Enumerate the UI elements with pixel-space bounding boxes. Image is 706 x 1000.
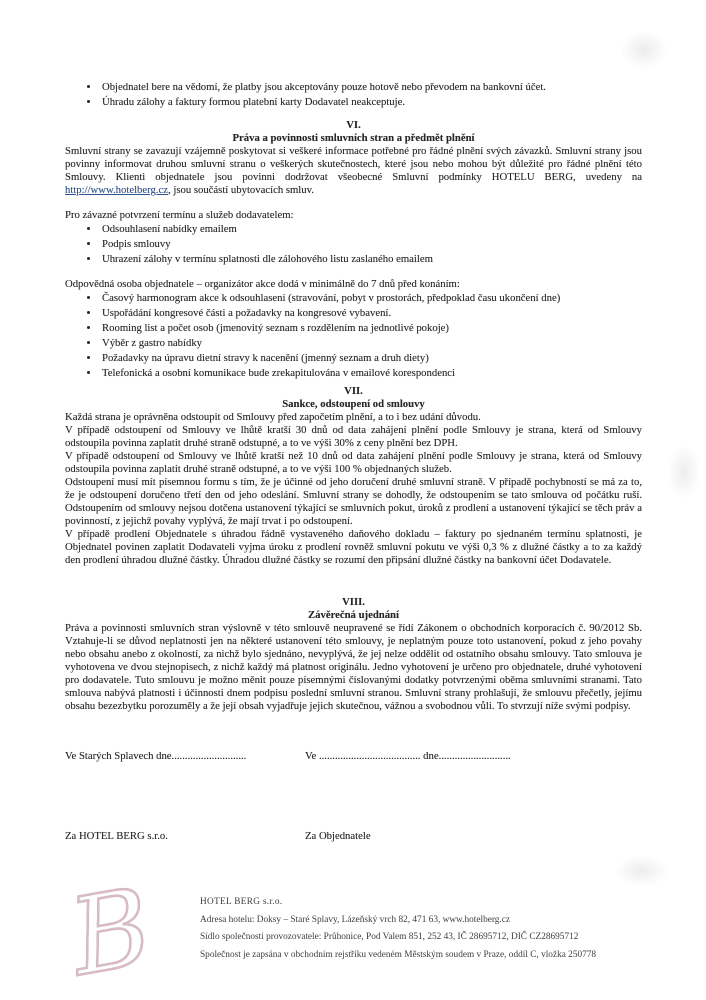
footer-company-seat: Sídlo společnosti provozovatele: Průhonice, Pod Valem 851, 252 43, IČ 28695712, DIČ CZ28695712 (200, 932, 579, 942)
paragraph-text: Smluvní strany se zavazují vzájemně poskytovat si veškeré informace potřebné pro řádné plnění svých závazků. Smluvní strany jsou povinny informovat druhou smluvní stranu o veškerých skutečnostech, které jsou nebo mohou být důležité pro řádné plnění této Smlouvy. Klienti objednatele jsou povinni dodržovat všeobecné Smluvní podmínky HOTELU BERG, uvedeny na (65, 145, 642, 183)
section-vii-title: Sankce, odstoupení od smlouvy (282, 398, 425, 410)
signature-party-left: Za HOTEL BERG s.r.o. (65, 830, 168, 842)
signature-date-row (65, 750, 642, 764)
section-vi-title: Práva a povinnosti smluvních stran a předmět plnění (232, 132, 475, 144)
section-vii-paragraph: V případě odstoupení od Smlouvy ve lhůtě kratší 30 dnů od data zahájení plnění podle Smlouvy je strana, která od Smlouvy odstoupila povinna zaplatit druhé straně odstupné, a to ve výši 30% z ceny plnění bez DPH. (65, 424, 642, 449)
section-vi (65, 119, 642, 382)
section-vii-paragraph: V případě odstoupení od Smlouvy ve lhůtě kratší než 10 dnů od data zahájení plnění podle Smlouvy je strana, která od Smlouvy odstoupila povinna zaplatit druhé straně odstupné, a to ve výši 100 % objednaných služeb. (65, 450, 642, 475)
payment-terms-list (65, 81, 642, 109)
list-item: • Požadavky na úpravu dietní stravy k nacenění (jmenný seznam a druh diety) (100, 352, 642, 365)
section-viii (65, 596, 642, 713)
signature-place-left: Ve Starých Splavech dne............................ (65, 750, 247, 762)
scan-artifact (612, 24, 676, 76)
list-item: • Podpis smlouvy (100, 238, 642, 251)
list-item: • Rooming list a počet osob (jmenovitý seznam s rozdělením na jednotlivé pokoje) (100, 322, 642, 335)
hotel-berg-logo-icon (56, 882, 198, 984)
confirmation-list (65, 223, 642, 266)
list-item: • Uspořádání kongresové části a požadavky na kongresové vybavení. (100, 307, 642, 320)
signature-party-right: Za Objednatele (305, 830, 371, 842)
section-vii-paragraph: Každá strana je oprávněna odstoupit od Smlouvy před započetím plnění, a to i bez udání důvodu. (65, 411, 481, 423)
section-vii (65, 385, 642, 567)
list-item: • Uhrazení zálohy v termínu splatnosti dle zálohového listu zaslaného emailem (100, 253, 642, 266)
section-vii-paragraph: Odstoupení musí mít písemnou formu s tím, že je účinné od jeho doručení druhé smluvní straně. V případě pochybností se má za to, že je odstoupení doručeno třetí den od jeho odeslání. Smluvní strany se dohodly, že odstoupením se tato smlouva od počátku ruší. Odstoupením od smlouvy nejsou dotčena ustanovení týkající se smluvních pokut, úroků z prodlení a ustanovení týkající se těch práv a povinností, z jejichž povahy vyplývá, že mají trvat i po odstoupení. (65, 476, 642, 527)
paragraph-text: , jsou součástí ubytovacích smluv. (168, 184, 314, 196)
list-item: • Úhradu zálohy a faktury formou platební karty Dodavatel neakceptuje. (100, 96, 642, 109)
section-vi-number: VI. (346, 119, 361, 131)
footer-text-block (200, 882, 596, 964)
list-item: • Telefonická a osobní komunikace bude zrekapitulována v emailové korespondenci (100, 367, 642, 380)
organizer-list (65, 292, 642, 380)
section-viii-number: VIII. (342, 596, 365, 608)
list-item: • Objednatel bere na vědomí, že platby jsou akceptovány pouze hotově nebo převodem na bankovní účet. (100, 81, 642, 94)
hotelberg-link[interactable]: http://www.hotelberg.cz (65, 184, 168, 196)
signature-place-right: Ve ...................................... dne........................... (305, 750, 511, 762)
confirmation-list-intro: Pro závazné potvrzení termínu a služeb dodavatelem: (65, 209, 294, 221)
section-vii-number: VII. (344, 385, 363, 397)
section-viii-title: Závěrečná ujednání (308, 609, 399, 621)
list-item: • Časový harmonogram akce k odsouhlasení (stravování, pobyt v prostorách, předpoklad času ukončení dne) (100, 292, 642, 305)
footer (56, 882, 656, 984)
list-item: • Odsouhlasení nabídky emailem (100, 223, 642, 236)
list-item: • Výběr z gastro nabídky (100, 337, 642, 350)
section-vii-paragraph: V případě prodlení Objednatele s úhradou řádně vystaveného daňového dokladu – faktury po sjednaném termínu splatnosti, je Objednatel povinen zaplatit Dodavateli vyjma úroku z prodlení rovněž smluvní pokutu ve výši 0,3 % z dlužné částky a to za každý den prodlení úhradou dlužné částky. Úhradou dlužné částky se rozumí den připsání dlužné částky na bankovní účet Dodavatele. (65, 528, 642, 566)
footer-registry: Společnost je zapsána v obchodním rejstříku vedeném Městským soudem v Praze, oddíl C, vložka 250778 (200, 949, 597, 960)
payment-terms-list-block (65, 81, 642, 111)
svg-text:B: B (61, 882, 160, 984)
footer-address: Adresa hotelu: Doksy – Staré Splavy, Lázeňský vrch 82, 471 63, www.hotelberg.cz (200, 914, 510, 925)
scan-artifact (662, 436, 706, 508)
section-viii-paragraph: Práva a povinnosti smluvních stran výslovně v této smlouvě neupravené se řídí Zákonem o obchodních korporacích č. 90/2012 Sb. Vztahuje-li se důvod neplatnosti jen na některé ustanovení této smlouvy, je neplatným pouze toto ustanovení, pokud z jeho povahy nebo obsahu anebo z okolností, za nichž bylo sjednáno, nevyplývá, že jej nelze oddělit od ostatního obsahu smlouvy. Tato smlouva je vyhotovena ve dvou stejnopisech, z nichž každý má platnost originálu. Jedno vyhotovení je určeno pro objednatele, druhé vyhotovení pro dodavatele. Tuto smlouvu je možno měnit pouze písemnými číslovanými dodatky potvrzenými oběma smluvními stranami. Tato smlouva nabývá platnosti i účinnosti dnem podpisu poslední smluvní stranou. Smluvní strany prohlašují, že smlouvu přečetly, jejímu obsahu bezezbytku porozuměly a že její obsah vyjadřuje jejich skutečnou, vážnou a svobodnou vůli. To stvrzují níže svými podpisy. (65, 622, 642, 712)
signature-party-row (65, 830, 642, 844)
organizer-list-intro: Odpovědná osoba objednatele – organizátor akce dodá v minimálně do 7 dnů před konáním: (65, 278, 460, 290)
footer-company: HOTEL BERG s.r.o. (200, 897, 283, 907)
section-vi-paragraph (65, 145, 642, 197)
